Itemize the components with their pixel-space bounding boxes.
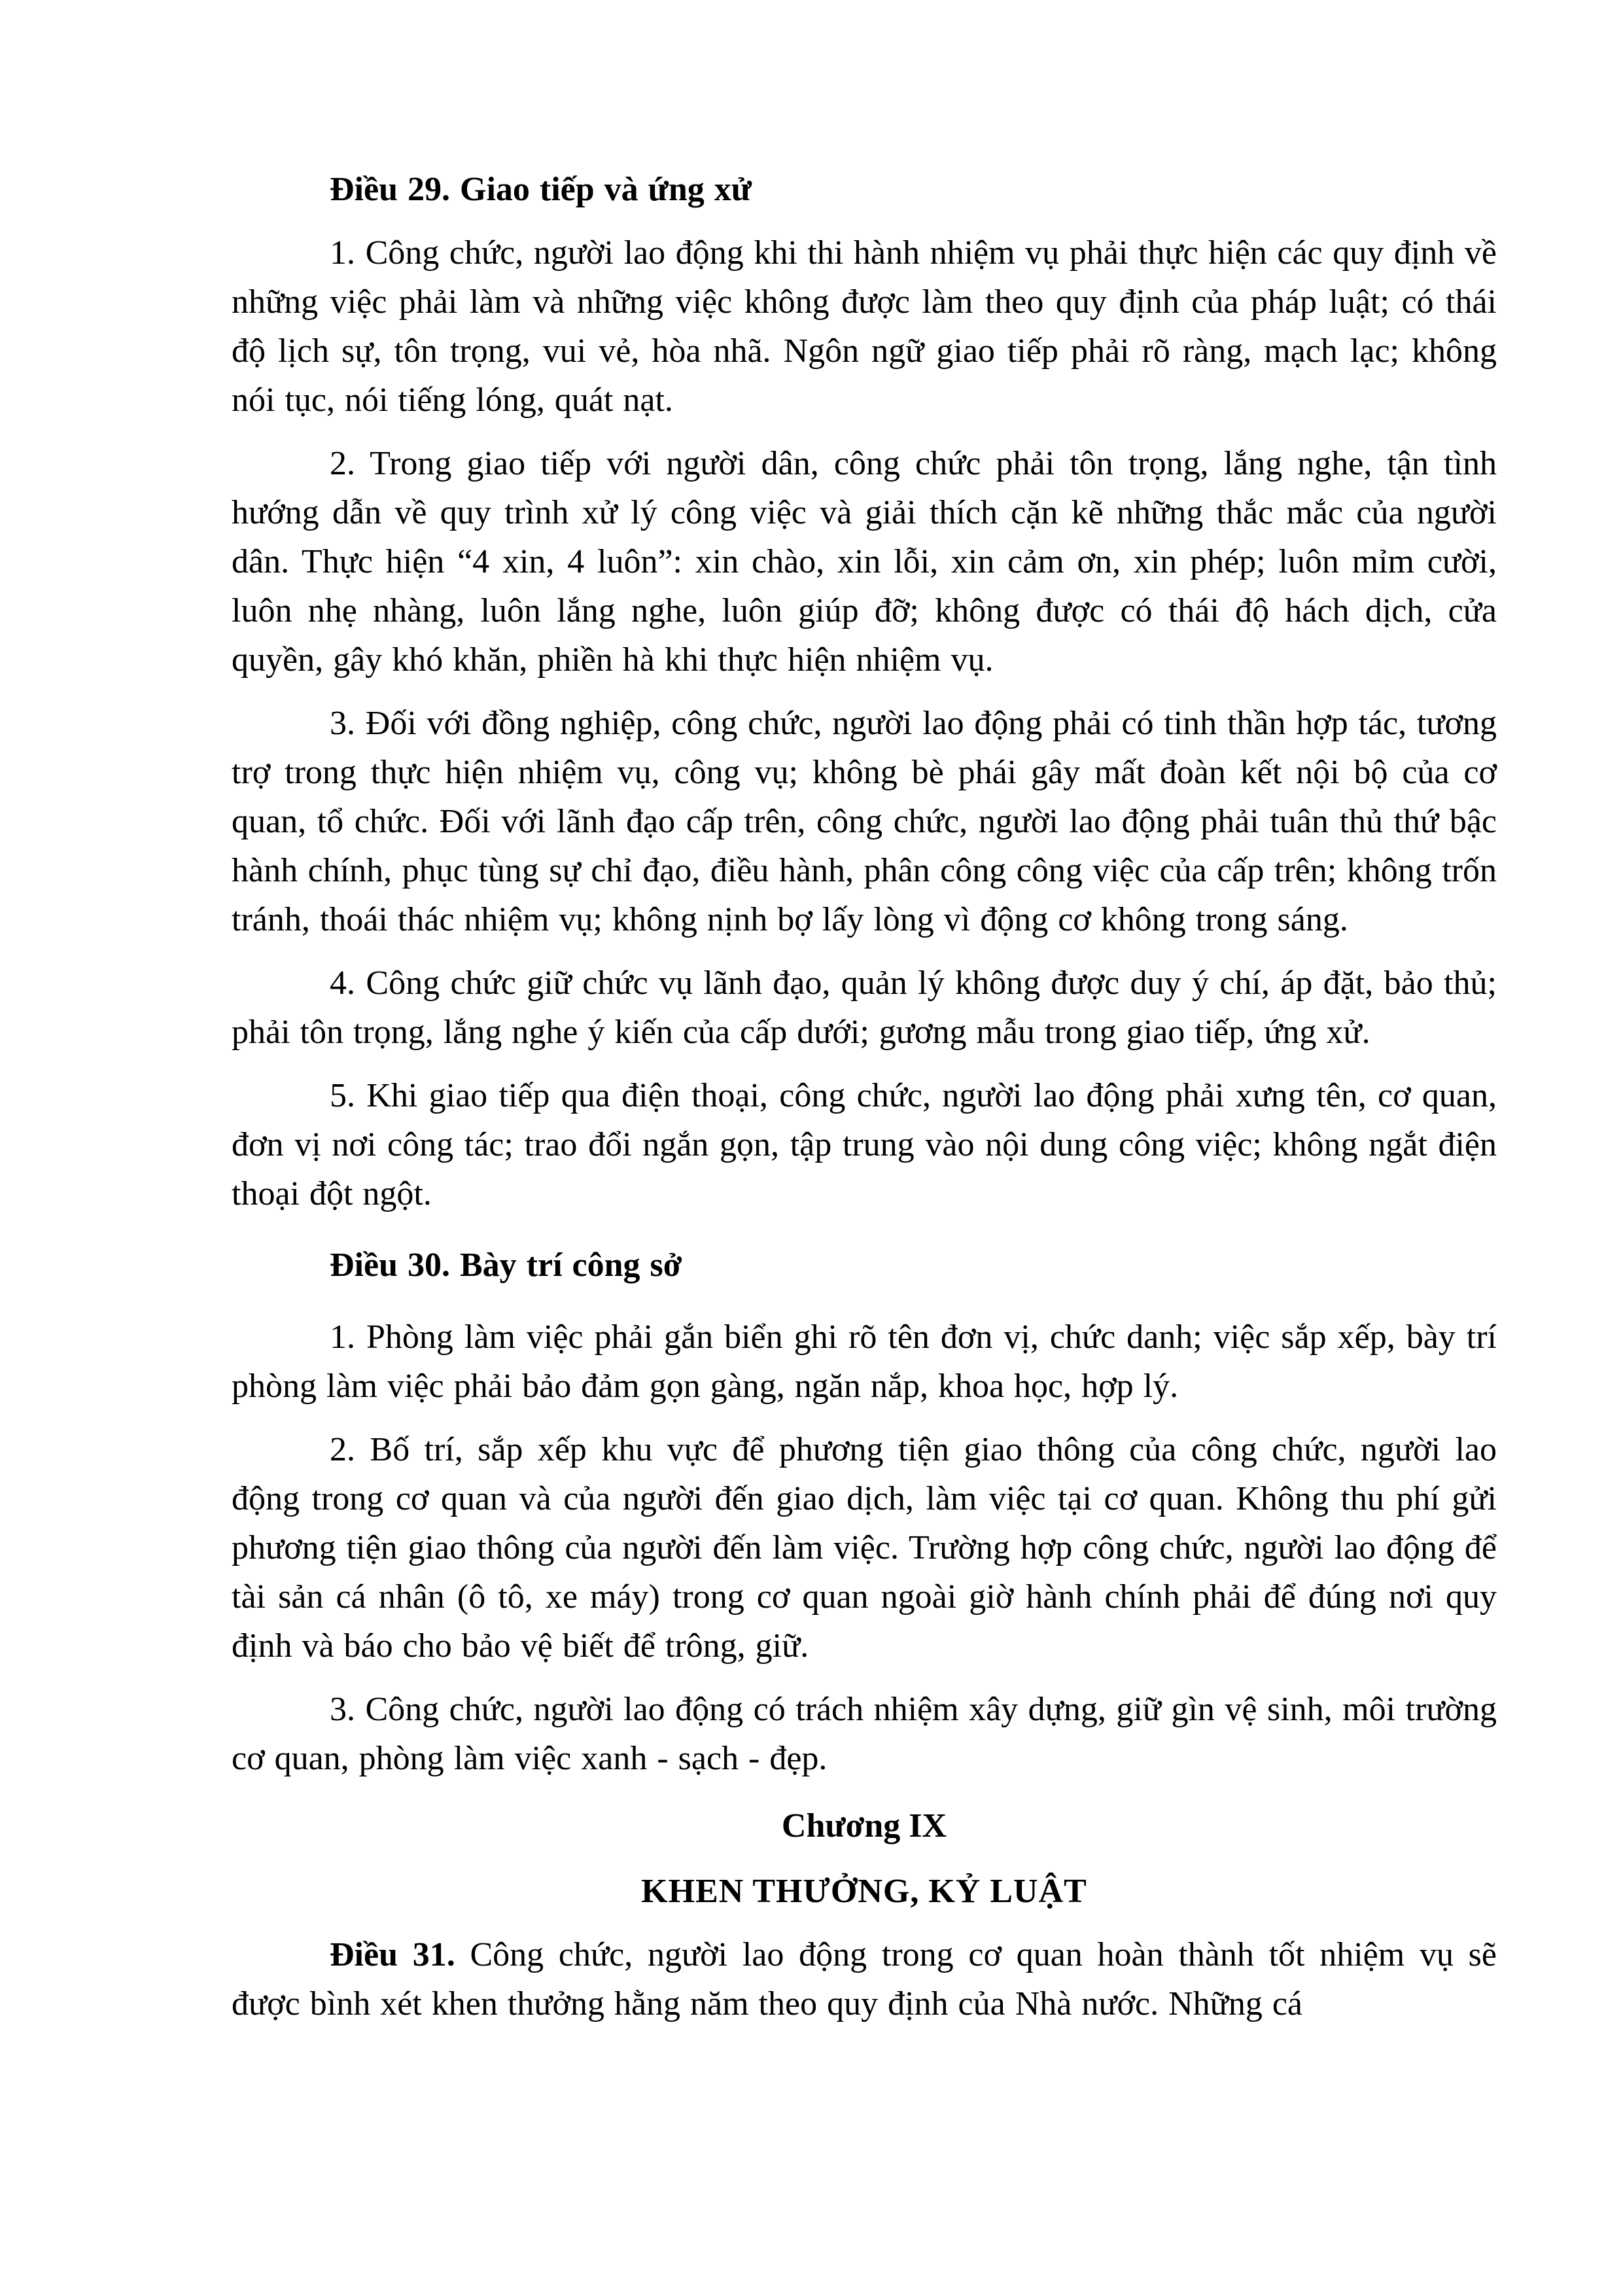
article-29-clause-3: 3. Đối với đồng nghiệp, công chức, người lao động phải có tinh thần hợp tác, tương trợ trong thực hiện nhiệm vụ, công vụ; không bè phái gây mất đoàn kết nội bộ của cơ quan, tổ chức. Đối với lãnh đạo cấp trên, công chức, người lao động phải tuân thủ thứ bậc hành chính, phục tùng sự chỉ đạo, điều hành, phân công công việc của cấp trên; không trốn tránh, thoái thác nhiệm vụ; không nịnh bợ lấy lòng vì động cơ không trong sáng. — [232, 705, 1497, 938]
article-29-clause-1: 1. Công chức, người lao động khi thi hành nhiệm vụ phải thực hiện các quy định về những việc phải làm và những việc không được làm theo quy định của pháp luật; có thái độ lịch sự, tôn trọng, vui vẻ, hòa nhã. Ngôn ngữ giao tiếp phải rõ ràng, mạch lạc; không nói tục, nói tiếng lóng, quát nạt. — [232, 234, 1497, 419]
article-29-clause-2: 2. Trong giao tiếp với người dân, công chức phải tôn trọng, lắng nghe, tận tình hướng dẫn về quy trình xử lý công việc và giải thích cặn kẽ những thắc mắc của người dân. Thực hiện “4 xin, 4 luôn”: xin chào, xin lỗi, xin cảm ơn, xin phép; luôn mỉm cười, luôn nhẹ nhàng, luôn lắng nghe, luôn giúp đỡ; không được có thái độ hách dịch, cửa quyền, gây khó khăn, phiền hà khi thực hiện nhiệm vụ. — [232, 445, 1497, 679]
chapter-ix-title: KHEN THƯỞNG, KỶ LUẬT — [641, 1873, 1087, 1910]
article-31-text: Công chức, người lao động trong cơ quan hoàn thành tốt nhiệm vụ sẽ được bình xét khen thưởng hằng năm theo quy định của Nhà nước. Những cá — [232, 1936, 1497, 2022]
chapter-ix-number: Chương IX — [781, 1807, 947, 1845]
article-29-clause-5: 5. Khi giao tiếp qua điện thoại, công chức, người lao động phải xưng tên, cơ quan, đơn vị nơi công tác; trao đổi ngắn gọn, tập trung vào nội dung công việc; không ngắt điện thoại đột ngột. — [232, 1077, 1497, 1212]
article-29-heading: Điều 29. Giao tiếp và ứng xử — [330, 171, 752, 208]
article-31-label: Điều 31. — [330, 1936, 455, 1973]
article-30-heading: Điều 30. Bày trí công sở — [330, 1246, 682, 1284]
article-30-clause-1: 1. Phòng làm việc phải gắn biển ghi rõ tên đơn vị, chức danh; việc sắp xếp, bày trí phòng làm việc phải bảo đảm gọn gàng, ngăn nắp, khoa học, hợp lý. — [232, 1318, 1497, 1405]
article-31-paragraph — [232, 1930, 1497, 2028]
article-29-clause-4: 4. Công chức giữ chức vụ lãnh đạo, quản lý không được duy ý chí, áp đặt, bảo thủ; phải tôn trọng, lắng nghe ý kiến của cấp dưới; gương mẫu trong giao tiếp, ứng xử. — [232, 964, 1497, 1051]
article-30-clause-2: 2. Bố trí, sắp xếp khu vực để phương tiện giao thông của công chức, người lao động trong cơ quan và của người đến giao dịch, làm việc tại cơ quan. Không thu phí gửi phương tiện giao thông của người đến làm việc. Trường hợp công chức, người lao động để tài sản cá nhân (ô tô, xe máy) trong cơ quan ngoài giờ hành chính phải để đúng nơi quy định và báo cho bảo vệ biết để trông, giữ. — [232, 1431, 1497, 1665]
article-30-clause-3: 3. Công chức, người lao động có trách nhiệm xây dựng, giữ gìn vệ sinh, môi trường cơ quan, phòng làm việc xanh - sạch - đẹp. — [232, 1691, 1497, 1777]
